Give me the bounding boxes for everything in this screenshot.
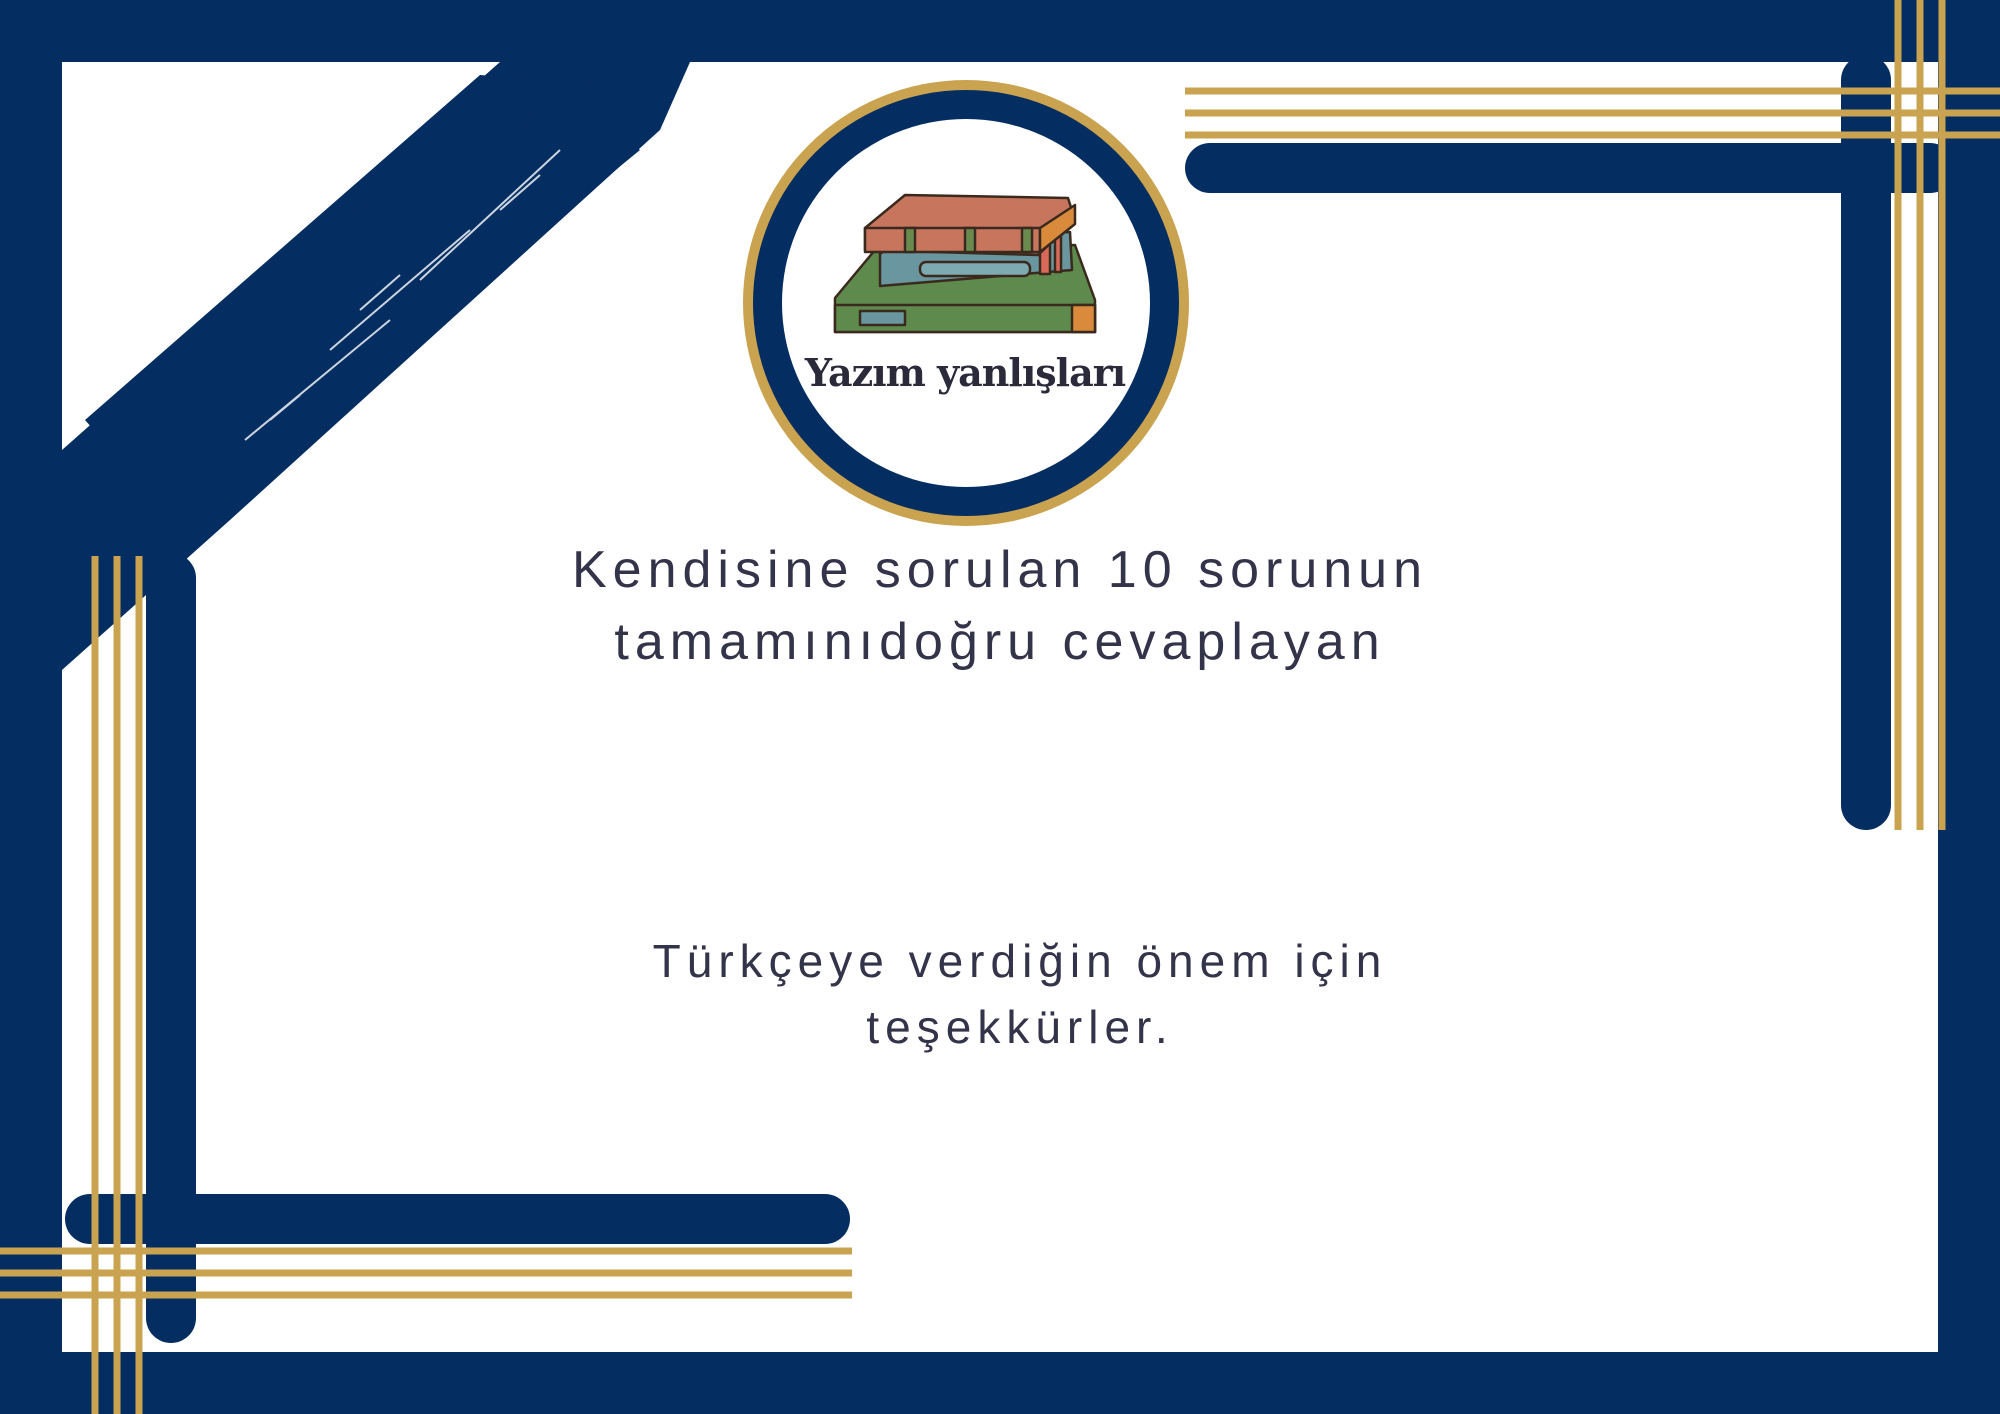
thanks-line-1: Türkçeye verdiğin önem için: [652, 935, 1388, 987]
badge-title: Yazım yanlışları: [804, 350, 1126, 395]
top-right-bars: [1210, 80, 1930, 805]
message-line-2: tamamınıdoğru cevaplayan: [614, 613, 1386, 671]
message-line-1: Kendisine sorulan 10 sorunun: [571, 541, 1429, 599]
thanks-line-2: teşekkürler.: [866, 1001, 1174, 1053]
